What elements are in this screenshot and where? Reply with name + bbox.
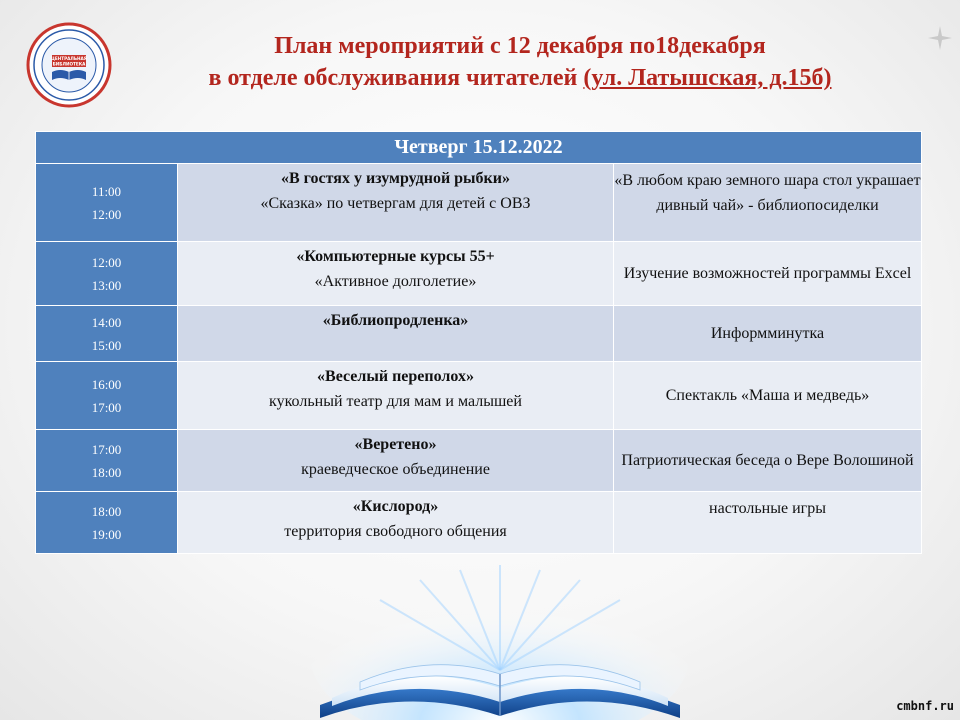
event-cell — [178, 430, 614, 492]
event-description: «Активное долголетие» — [314, 273, 477, 290]
svg-text:ЦЕНТРАЛЬНАЯ: ЦЕНТРАЛЬНАЯ — [50, 56, 88, 61]
note-cell: «В любом краю земного шара стол украшает дивный чай» - библиопосиделки — [614, 164, 922, 242]
start-time: 18:00 — [91, 503, 122, 519]
title-address: (ул. Латышская, д.15б) — [583, 65, 832, 91]
time-cell — [36, 362, 178, 430]
start-time: 16:00 — [91, 376, 122, 392]
start-time: 14:00 — [91, 314, 122, 330]
event-title: «В гостях у изумрудной рыбки» — [281, 170, 510, 187]
time-cell — [36, 306, 178, 362]
event-title: «Кислород» — [352, 498, 439, 515]
schedule-table — [35, 131, 922, 554]
table-row — [36, 430, 922, 492]
title-line-2-text: в отделе обслуживания читателей — [208, 65, 584, 91]
event-title: «Веретено» — [354, 436, 437, 453]
open-book-illustration — [300, 560, 700, 720]
decorative-star-icon — [928, 26, 952, 50]
time-cell — [36, 164, 178, 242]
title-line-1: План мероприятий с 12 декабря по18декабря — [274, 33, 766, 59]
table-row — [36, 492, 922, 554]
note-cell: Изучение возможностей программы Excel — [614, 242, 922, 306]
event-description: «Сказка» по четвергам для детей с ОВЗ — [260, 195, 531, 212]
note-cell: настольные игры — [614, 492, 922, 554]
table-row — [36, 242, 922, 306]
table-header-row — [36, 132, 922, 164]
event-cell — [178, 492, 614, 554]
table-row — [36, 164, 922, 242]
title-line-2 — [150, 62, 890, 94]
event-title: «Библиопродленка» — [322, 312, 469, 329]
day-header: Четверг 15.12.2022 — [36, 132, 922, 164]
end-time: 12:00 — [91, 206, 122, 222]
event-cell — [178, 164, 614, 242]
event-description: территория свободного общения — [284, 523, 507, 540]
start-time: 17:00 — [91, 441, 122, 457]
start-time: 12:00 — [91, 254, 122, 270]
table-row — [36, 306, 922, 362]
event-cell — [178, 362, 614, 430]
event-description: краеведческое объединение — [301, 461, 490, 478]
event-title: «Компьютерные курсы 55+ — [296, 248, 495, 265]
event-cell — [178, 242, 614, 306]
event-description: кукольный театр для мам и малышей — [269, 393, 522, 410]
event-cell — [178, 306, 614, 362]
page-title — [150, 30, 890, 94]
note-cell: Патриотическая беседа о Вере Волошиной — [614, 430, 922, 492]
note-cell: Информминутка — [614, 306, 922, 362]
time-cell — [36, 242, 178, 306]
library-logo — [26, 22, 112, 108]
time-cell — [36, 492, 178, 554]
end-time: 19:00 — [91, 526, 122, 542]
svg-text:БИБЛИОТЕКА: БИБЛИОТЕКА — [52, 61, 86, 67]
event-title: «Веселый переполох» — [317, 368, 474, 385]
start-time: 11:00 — [91, 183, 122, 199]
end-time: 17:00 — [91, 399, 122, 415]
time-cell — [36, 430, 178, 492]
end-time: 15:00 — [91, 337, 122, 353]
note-cell: Спектакль «Маша и медведь» — [614, 362, 922, 430]
end-time: 13:00 — [91, 277, 122, 293]
table-row — [36, 362, 922, 430]
end-time: 18:00 — [91, 464, 122, 480]
watermark: cmbnf.ru — [896, 699, 954, 713]
